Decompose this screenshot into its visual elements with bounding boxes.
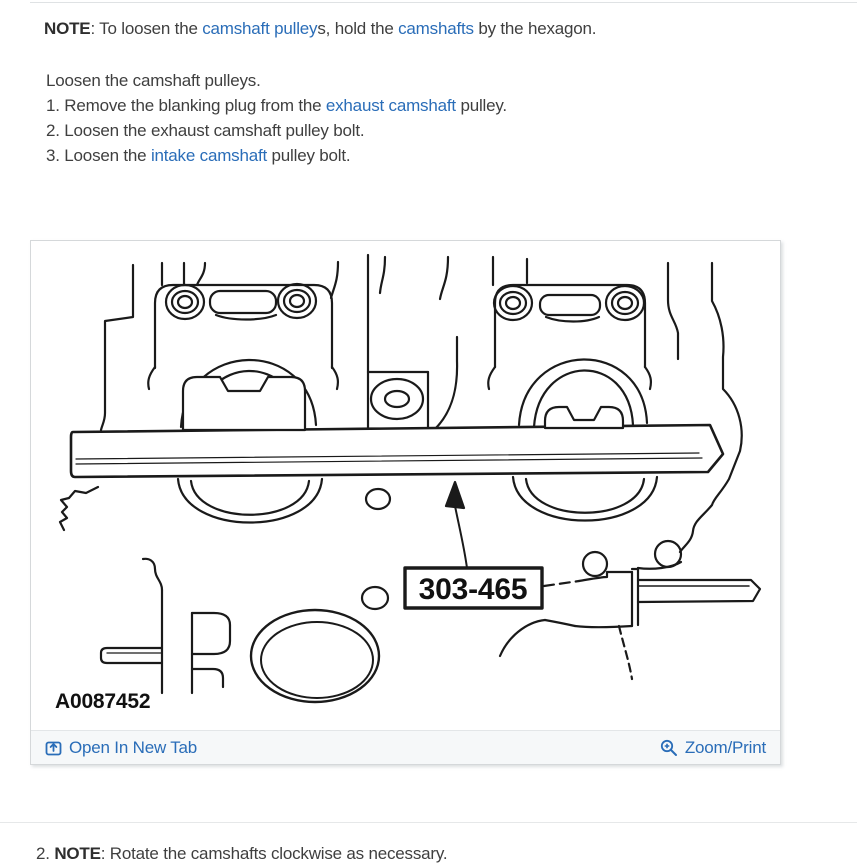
open-in-new-tab-icon [45, 739, 62, 756]
link-intake-camshaft[interactable]: intake camshaft [150, 146, 268, 165]
procedure-step-1: 1. Remove the blanking plug from the exhaust camshaft pulley. [46, 96, 507, 115]
zoom-plus-icon [660, 739, 678, 757]
link-exhaust-camshaft[interactable]: exhaust camshaft [325, 96, 456, 115]
top-divider [30, 2, 857, 3]
engine-diagram [31, 241, 780, 730]
note-label: NOTE [54, 844, 101, 863]
procedure-list [46, 68, 817, 168]
bottom-note: 2. NOTE: Rotate the camshafts clockwise as necessary. [36, 844, 448, 863]
procedure-step-2: 2. Loosen the exhaust camshaft pulley bolt. [46, 121, 365, 140]
camshaft-locking-tool-diagram [31, 241, 780, 730]
note-text: s, hold the [317, 19, 399, 38]
note-text: : To loosen the [90, 19, 203, 38]
figure-toolbar [31, 730, 780, 764]
procedure-step-3: 3. Loosen the intake camshaft pulley bolt. [46, 146, 351, 165]
note-label: NOTE [44, 19, 91, 38]
procedure-intro: Loosen the camshaft pulleys. [46, 71, 261, 90]
link-camshaft-pulley[interactable]: camshaft pulley [202, 19, 318, 38]
note-paragraph [44, 16, 817, 41]
note-text: by the hexagon. [473, 19, 597, 38]
zoom-print-link[interactable]: Zoom/Print [660, 738, 766, 758]
open-in-new-tab-link[interactable]: Open In New Tab [45, 738, 197, 758]
tool-number-label: 303-465 [418, 573, 528, 606]
figure-card [30, 240, 781, 765]
link-camshafts[interactable]: camshafts [398, 19, 474, 38]
figure-id-label: A0087452 [55, 690, 151, 713]
bottom-divider [0, 822, 857, 823]
